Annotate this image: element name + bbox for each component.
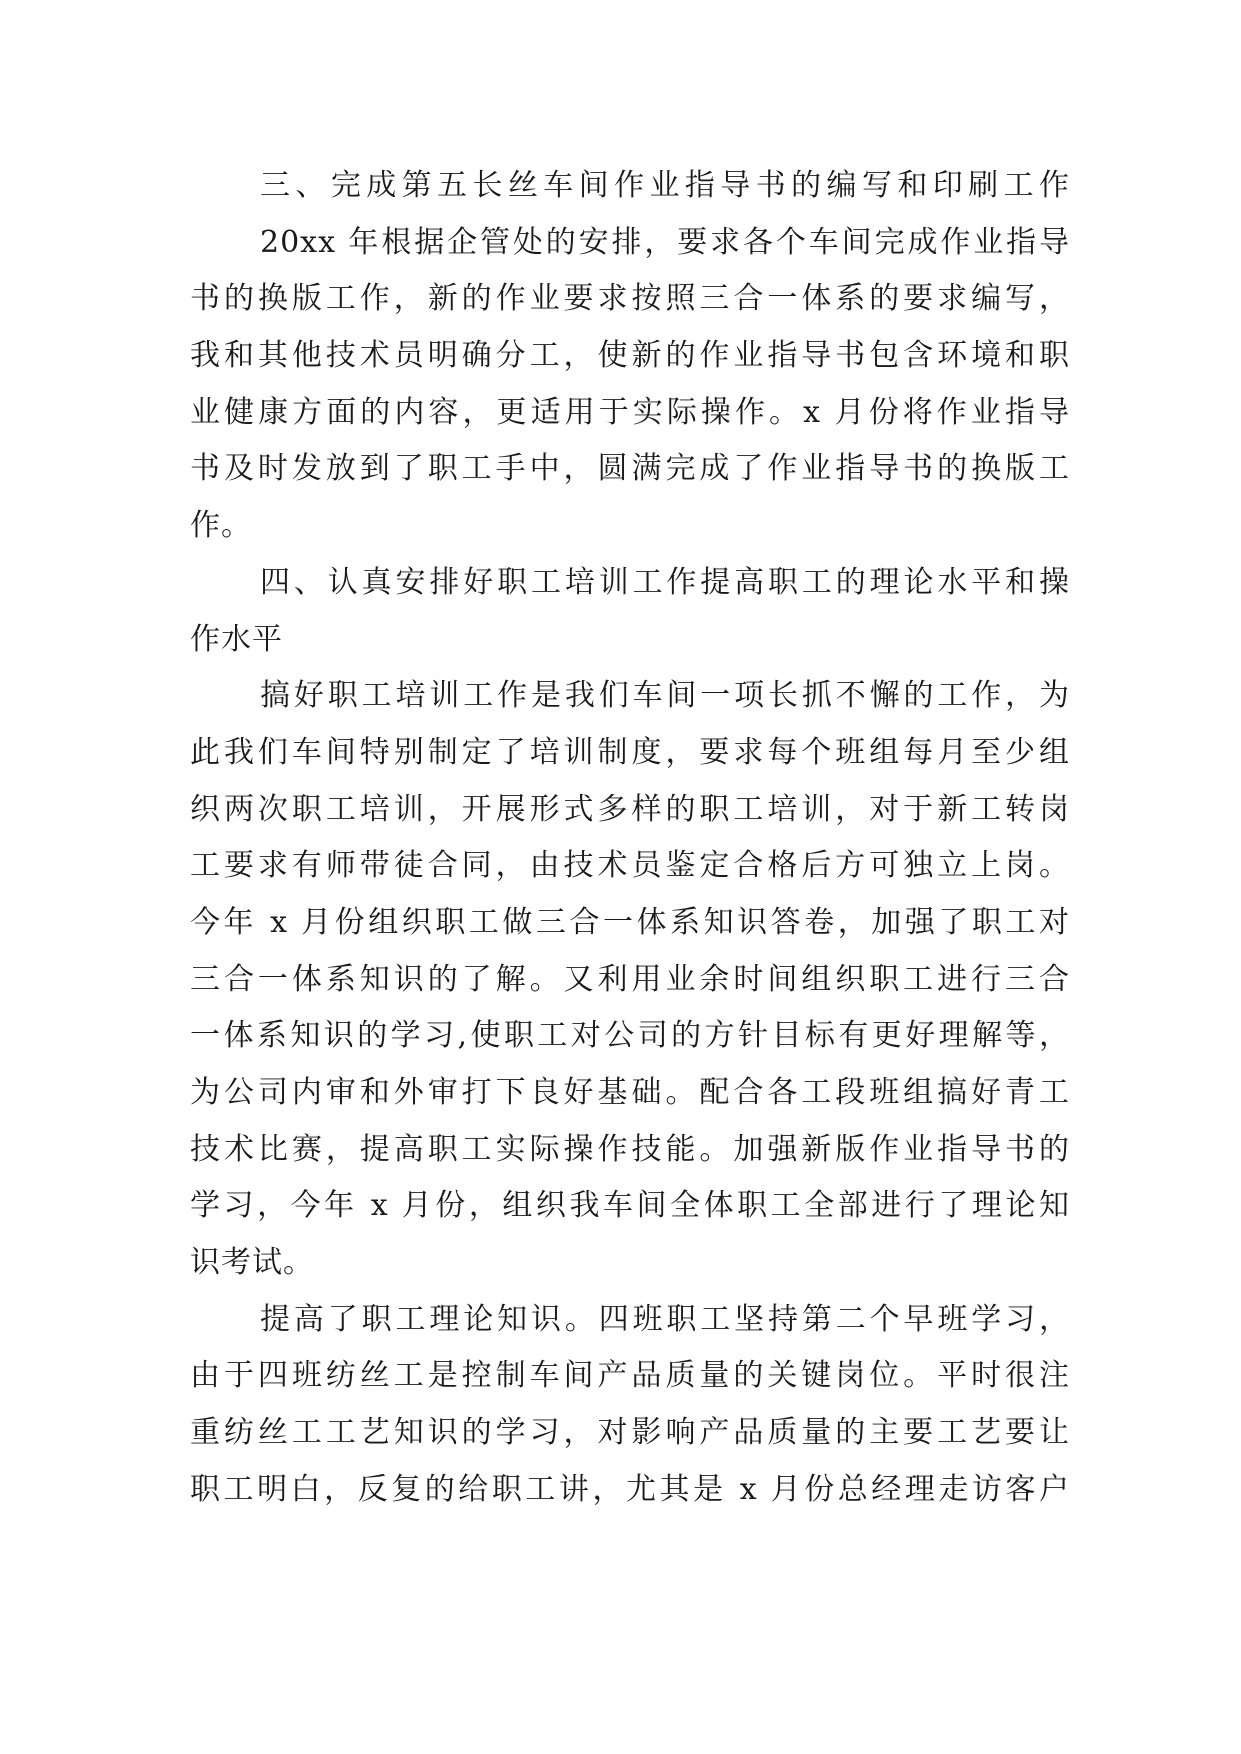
text-line: 由于四班纺丝工是控制车间产品质量的关键岗位。平时很注 xyxy=(190,1358,1070,1394)
text-line: 今年 x 月份组织职工做三合一体系知识答卷，加强了职工对 xyxy=(190,904,1070,940)
text-line: 作。 xyxy=(190,508,252,544)
text-line: 工要求有师带徒合同，由技术员鉴定合格后方可独立上岗。 xyxy=(190,848,1070,884)
text-line: 一体系知识的学习,使职工对公司的方针目标有更好理解等， xyxy=(190,1018,1070,1054)
text-line: 搞好职工培训工作是我们车间一项长抓不懈的工作，为 xyxy=(260,678,1070,714)
text-line: 为公司内审和外审打下良好基础。配合各工段班组搞好青工 xyxy=(190,1075,1070,1110)
text-line: 20xx 年根据企管处的安排，要求各个车间完成作业指导 xyxy=(260,224,1070,260)
text-line: 书及时发放到了职工手中，圆满完成了作业指导书的换版工 xyxy=(190,451,1070,487)
text-line: 提高了职工理论知识。四班职工坚持第二个早班学习， xyxy=(260,1301,1070,1337)
text-line: 织两次职工培训，开展形式多样的职工培训，对于新工转岗 xyxy=(190,791,1070,827)
text-line: 三、完成第五长丝车间作业指导书的编写和印刷工作 xyxy=(260,168,1070,203)
text-line: 技术比赛，提高职工实际操作技能。加强新版作业指导书的 xyxy=(190,1131,1070,1167)
text-line: 重纺丝工工艺知识的学习，对影响产品质量的主要工艺要让 xyxy=(190,1415,1070,1451)
text-line: 四、认真安排好职工培训工作提高职工的理论水平和操 xyxy=(260,564,1070,600)
text-line: 业健康方面的内容，更适用于实际操作。x 月份将作业指导 xyxy=(190,394,1070,430)
text-line: 学习，今年 x 月份，组织我车间全体职工全部进行了理论知 xyxy=(190,1188,1070,1224)
document-body xyxy=(190,158,1070,1519)
text-line: 三合一体系知识的了解。又利用业余时间组织职工进行三合 xyxy=(190,961,1070,997)
text-line: 职工明白，反复的给职工讲，尤其是 x 月份总经理走访客户 xyxy=(190,1471,1070,1507)
text-line: 识考试。 xyxy=(190,1245,314,1281)
text-line: 作水平 xyxy=(190,621,283,657)
text-line: 此我们车间特别制定了培训制度，要求每个班组每月至少组 xyxy=(190,734,1070,770)
text-line: 书的换版工作，新的作业要求按照三合一体系的要求编写， xyxy=(190,281,1070,317)
text-line: 我和其他技术员明确分工，使新的作业指导书包含环境和职 xyxy=(190,338,1070,374)
